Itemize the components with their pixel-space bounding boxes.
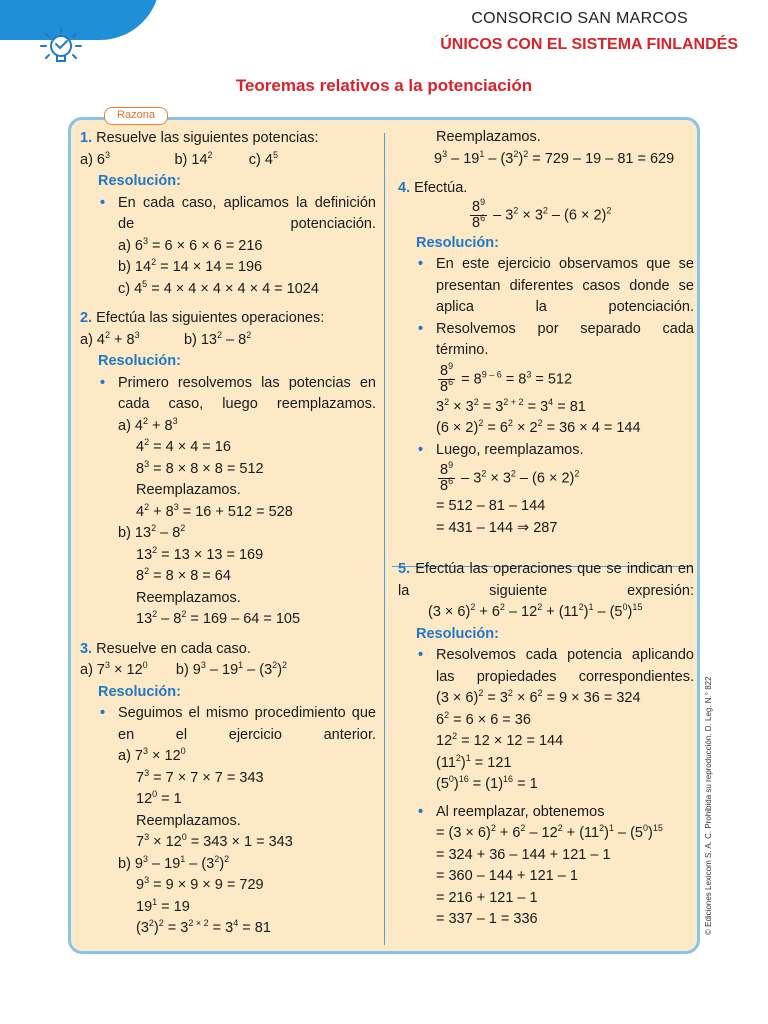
math-line: $3^2 \times 3^2 = 3^{2 + 2} = 3^4 = 81$	[436, 396, 586, 415]
copyright-note: © Ediciones Lexicom S. A. C. Prohibida su reproducción. D. Leg. N.° 822	[704, 676, 713, 935]
bullet-text: • En cada caso, aplicamos la definición de potenciación.	[80, 193, 376, 236]
math-line: = 324 + 36 – 144 + 121 – 1	[436, 846, 611, 863]
razona-tag: Razona	[104, 107, 168, 125]
math-line: b) $13^2 - 8^2$	[118, 523, 186, 541]
bullet-text: • Resolvemos cada potencia aplicando las propiedades correspondientes.	[398, 645, 694, 688]
math-line: $4^2 = 4 \times 4 = 16$	[136, 437, 231, 455]
math-line: = 337 – 1 = 336	[436, 911, 538, 927]
problem-3: 3. Resuelve en cada caso.	[80, 640, 251, 657]
math-line: $19^1 = 19$	[136, 896, 190, 915]
math-line: = 431 – 144 ⇒ 287	[436, 519, 558, 536]
left-column	[80, 128, 376, 940]
math-line: b) $9^3 - 19^1 - (3^2)^2$	[118, 853, 230, 872]
bullet-text: • Luego, reemplazamos.	[398, 440, 694, 462]
math-line: $(3 \times 6)^2 + 6^2 - 12^2 + (11^2)^1 - (5^0)^{15}$	[428, 602, 643, 620]
resolucion-label: Resolución:	[98, 683, 181, 700]
math-line: = 216 + 121 – 1	[436, 889, 538, 906]
bullet-text: • En este ejercicio observamos que se presentan diferentes casos donde se aplica la potenciación.	[398, 254, 694, 319]
right-column	[398, 127, 694, 931]
bullet-text: • Primero resolvemos las potencias en cada caso, luego reemplazamos.	[80, 373, 376, 416]
math-line: $8^2 = 8 \times 8 = 64$	[136, 566, 231, 584]
math-line: a) $7^3 \times 12^0$ b) $9^3 - 19^1 - (3^2)^2$	[80, 660, 288, 678]
slogan: ÚNICOS CON EL SISTEMA FINLANDÉS	[440, 36, 738, 53]
resolucion-label: Resolución:	[98, 353, 181, 369]
math-line: $6^2 = 6 \times 6 = 36$	[436, 709, 531, 728]
org-name: CONSORCIO SAN MARCOS	[471, 10, 688, 27]
problem-5: 5. Efectúa las operaciones que se indican en la siguiente expresión:	[398, 561, 694, 599]
bullet-text: • Al reemplazar, obtenemos	[398, 802, 694, 824]
math-line: a) $6^3$ b) $14^2$ c) $4^5$	[80, 149, 278, 168]
math-line: $(6 \times 2)^2 = 6^2 \times 2^2 = 36 \times 4 = 144$	[436, 418, 641, 436]
math-line: a) $4^2 + 8^3$	[118, 415, 178, 434]
reemplazamos-text: Reemplazamos.	[436, 129, 541, 145]
math-line: $\frac{8^9}{8^6}$ – $3^2 \times 3^2 - (6 \times 2)^2$	[472, 196, 612, 231]
math-line: $12^0 = 1$	[136, 789, 182, 807]
math-line: $(5^0)^{16} = (1)^{16} = 1$	[436, 774, 538, 792]
math-line: $12^2 = 12 \times 12 = 144$	[436, 731, 564, 749]
problem-2: 2. Efectúa las siguientes operaciones:	[80, 310, 325, 326]
problem-1: 1. Resuelve las siguientes potencias:	[80, 130, 319, 146]
math-line: $(3 \times 6)^2 = 3^2 \times 6^2 = 9 \times 36 = 324$	[436, 688, 641, 706]
lightbulb-icon	[36, 22, 86, 72]
math-line: $7^3 \times 12^0 = 343 \times 1 = 343$	[136, 832, 293, 850]
math-line: $(3^2)^2 = 3^{2 \times 2} = 3^4 = 81$	[136, 918, 271, 936]
math-line: c) $4^5 = 4 \times 4 \times 4 \times 4 \times 4 = 1024$	[118, 278, 319, 297]
math-line: $\frac{8^9}{8^6}$ = $8^{9 - 6} = 8^3 = 512$	[440, 360, 573, 395]
math-line: b) $14^2 = 14 \times 14 = 196$	[118, 257, 263, 275]
page-title: Teoremas relativos a la potenciación	[235, 76, 533, 95]
math-line: $4^2 + 8^3 = 16 + 512 = 528$	[136, 501, 293, 520]
math-line: = $(3 \times 6)^2 + 6^2 - 12^2 + (11^2)^1 - (5^0)^{15}$	[436, 823, 663, 841]
math-line: a) $7^3 \times 12^0$	[118, 746, 186, 764]
reemplazamos-text: Reemplazamos.	[136, 589, 241, 606]
math-line: $13^2 = 13 \times 13 = 169$	[136, 544, 264, 563]
math-line: $7^3 = 7 \times 7 \times 7 = 343$	[136, 767, 264, 786]
math-line: $9^3 - 19^1 - (3^2)^2 = 729 - 19 - 81 = 629$	[434, 148, 675, 167]
bullet-text: • Resolvemos por separado cada término.	[398, 319, 694, 362]
math-line: $8^3 = 8 \times 8 \times 8 = 512$	[136, 458, 264, 477]
reemplazamos-text: Reemplazamos.	[136, 812, 241, 829]
math-line: a) $6^3 = 6 \times 6 \times 6 = 216$	[118, 235, 263, 254]
math-line: = 512 – 81 – 144	[436, 498, 546, 514]
math-line: = 360 – 144 + 121 – 1	[436, 868, 578, 884]
math-line: $9^3 = 9 \times 9 \times 9 = 729$	[136, 875, 264, 893]
problem-4: 4. Efectúa.	[398, 180, 468, 196]
resolucion-label: Resolución:	[98, 173, 181, 189]
resolucion-label: Resolución:	[416, 625, 499, 642]
math-line: a) $4^2 + 8^3$ b) $13^2 - 8^2$	[80, 329, 252, 348]
math-line: $13^2 - 8^2 = 169 - 64 = 105$	[136, 609, 301, 627]
bullet-text: • Seguimos el mismo procedimiento que en el ejercicio anterior.	[80, 703, 376, 746]
column-divider	[384, 133, 385, 945]
math-line: $(11^2)^1 = 121$	[436, 752, 512, 771]
math-line: $\frac{8^9}{8^6}$ – $3^2 \times 3^2 - (6 \times 2)^2$	[440, 460, 580, 494]
resolucion-label: Resolución:	[416, 234, 499, 251]
reemplazamos-text: Reemplazamos.	[136, 482, 241, 498]
